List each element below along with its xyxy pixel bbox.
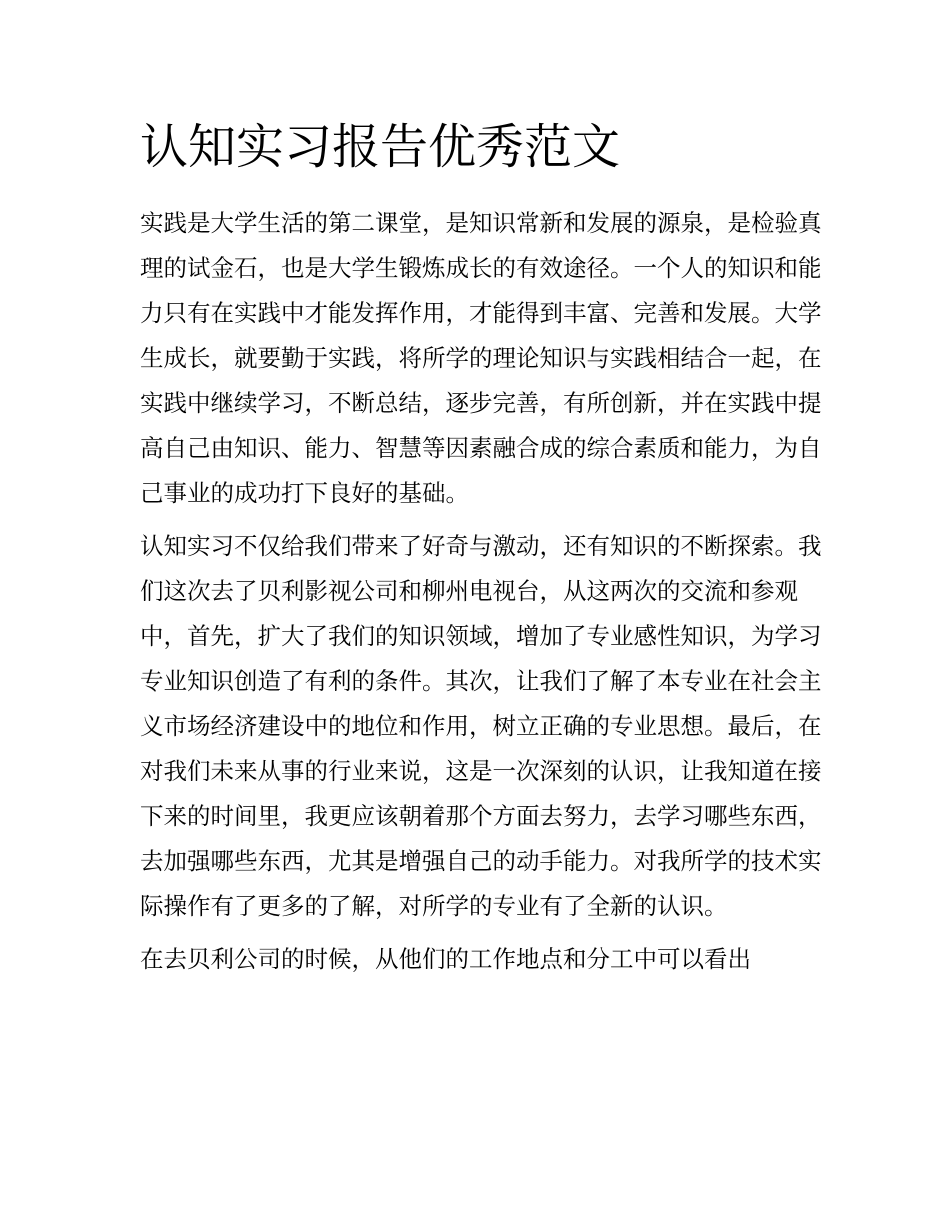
paragraph-internship-gains: 认知实习不仅给我们带来了好奇与激动，还有知识的不断探索。我们这次去了贝利影视公司和柳州电视台，从这两次的交流和参观中，首先，扩大了我们的知识领域，增加了专业感性知识，为学习专业知识创造了有利的条件。其次，让我们了解了本专业在社会主义市场经济建设中的地位和作用，树立正确的专业思想。最后，在对我们未来从事的行业来说，这是一次深刻的认识，让我知道在接下来的时间里，我更应该朝着那个方面去努力，去学习哪些东西，去加强哪些东西，尤其是增强自己的动手能力。对我所学的技术实际操作有了更多的了解，对所学的专业有了全新的认识。 xyxy=(140,532,822,920)
document-title: 认知实习报告优秀范文 xyxy=(140,119,621,175)
document-page xyxy=(140,115,830,982)
paragraph-beili-visit: 在去贝利公司的时候，从他们的工作地点和分工中可以看出 xyxy=(140,945,751,973)
paragraph-practice-intro: 实践是大学生活的第二课堂，是知识常新和发展的源泉，是检验真理的试金石，也是大学生锻炼成长的有效途径。一个人的知识和能力只有在实践中才能发挥作用，才能得到丰富、完善和发展。大学生成长，就要勤于实践，将所学的理论知识与实践相结合一起，在实践中继续学习，不断总结，逐步完善，有所创新，并在实践中提高自己由知识、能力、智慧等因素融合成的综合素质和能力，为自己事业的成功打下良好的基础。 xyxy=(140,209,822,507)
